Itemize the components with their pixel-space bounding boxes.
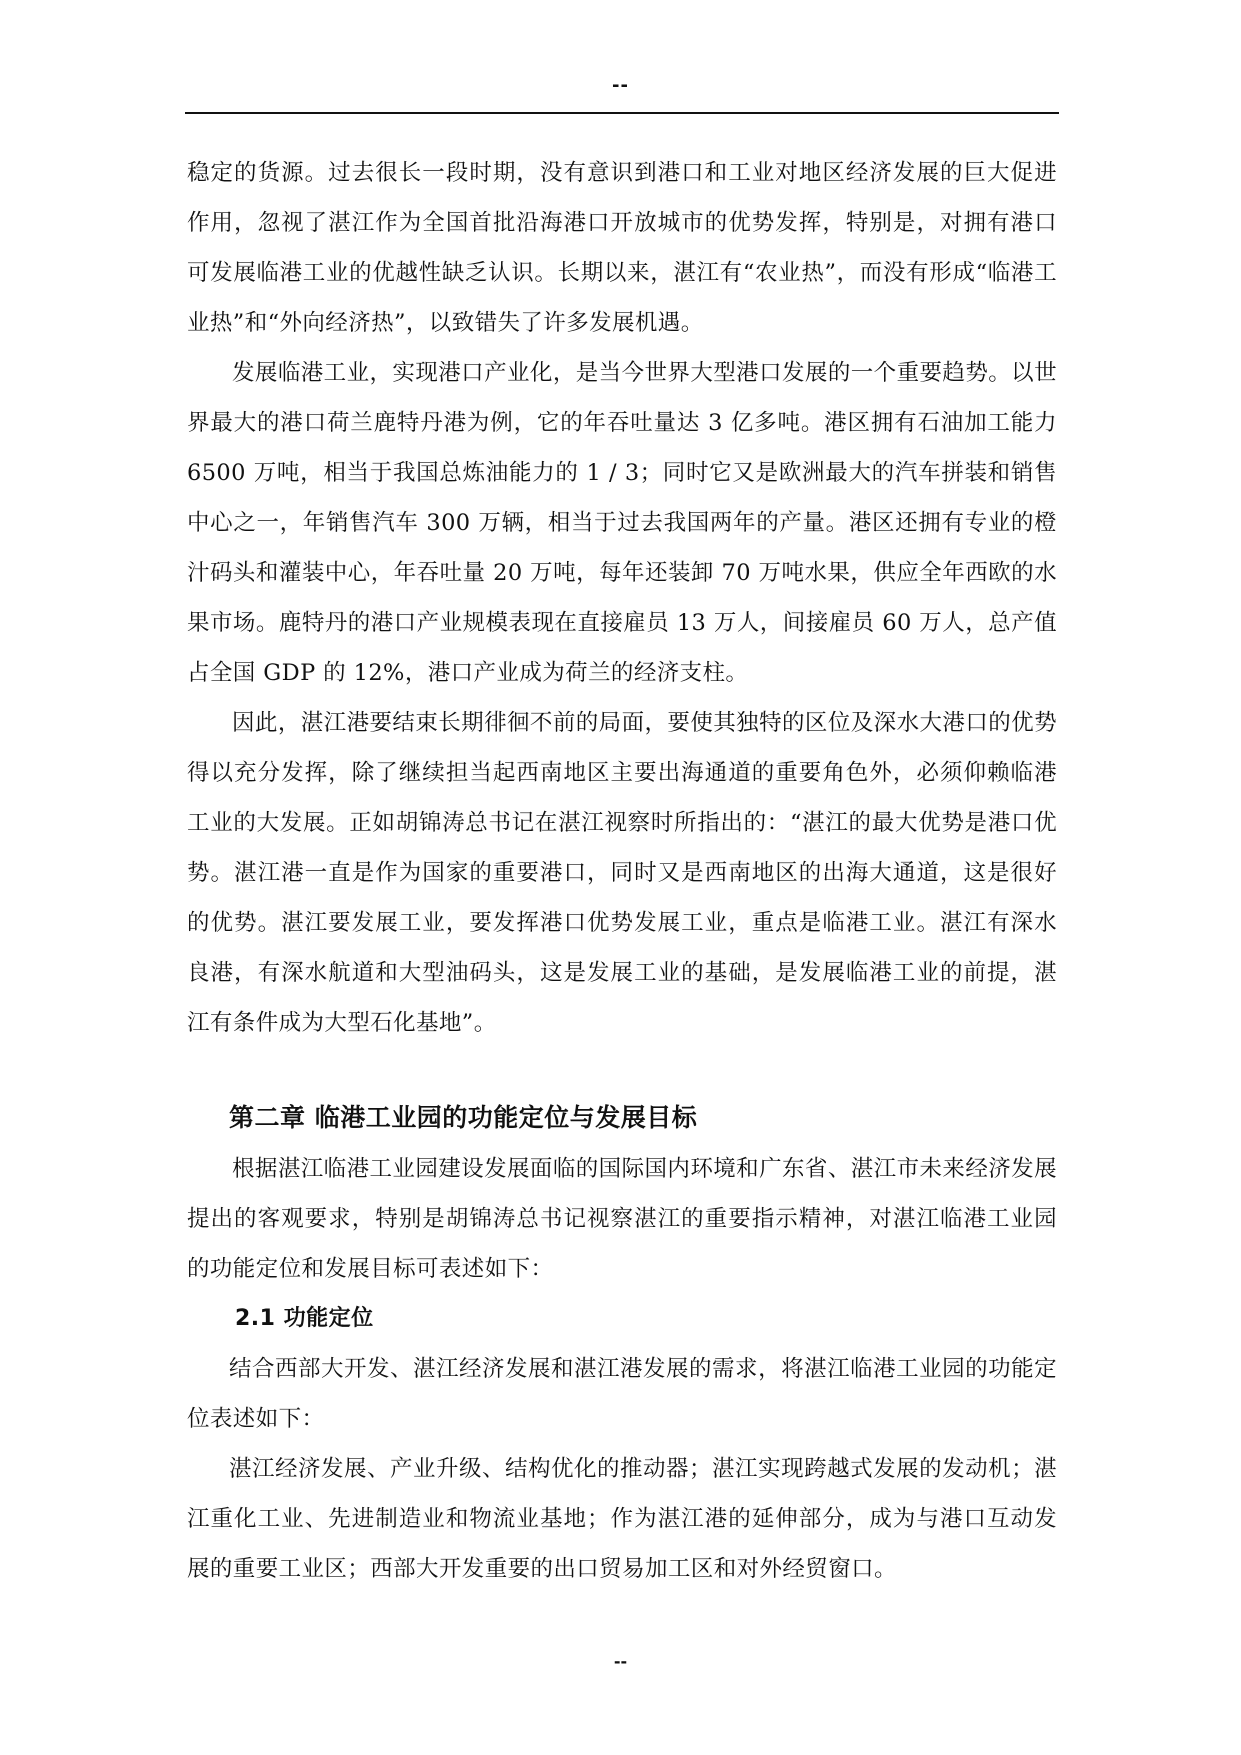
- body-paragraph-1: 稳定的货源。过去很长一段时期，没有意识到港口和工业对地区经济发展的巨大促进作用，忽视了湛江作为全国首批沿海港口开放城市的优势发挥，特别是，对拥有港口可发展临港工业的优越性缺乏认识。长期以来，湛江有“农业热”，而没有形成“临港工业热”和“外向经济热”，以致错失了许多发展机遇。: [187, 160, 1057, 336]
- document-body: [187, 148, 1057, 1594]
- page-header-mark: --: [612, 75, 629, 96]
- section-paragraph-1: 结合西部大开发、湛江经济发展和湛江港发展的需求，将湛江临港工业园的功能定位表述如下：: [187, 1356, 1057, 1432]
- body-paragraph-2: 发展临港工业，实现港口产业化，是当今世界大型港口发展的一个重要趋势。以世界最大的港口荷兰鹿特丹港为例，它的年吞吐量达 3 亿多吨。港区拥有石油加工能力 6500 万吨，相当于我国总炼油能力的 1 / 3；同时它又是欧洲最大的汽车拼装和销售中心之一，年销售汽车 300 万辆，相当于过去我国两年的产量。港区还拥有专业的橙汁码头和灌装中心，年吞吐量 20 万吨，每年还装卸 70 万吨水果，供应全年西欧的水果市场。鹿特丹的港口产业规模表现在直接雇员 13 万人，间接雇员 60 万人，总产值占全国 GDP 的 12%，港口产业成为荷兰的经济支柱。: [187, 360, 1057, 686]
- header-divider: [185, 112, 1059, 114]
- body-paragraph-3: 因此，湛江港要结束长期徘徊不前的局面，要使其独特的区位及深水大港口的优势得以充分发挥，除了继续担当起西南地区主要出海通道的重要角色外，必须仰赖临港工业的大发展。正如胡锦涛总书记在湛江视察时所指出的：“湛江的最大优势是港口优势。湛江港一直是作为国家的重要港口，同时又是西南地区的出海大通道，这是很好的优势。湛江要发展工业，要发挥港口优势发展工业，重点是临港工业。湛江有深水良港，有深水航道和大型油码头，这是发展工业的基础，是发展临港工业的前提，湛江有条件成为大型石化基地”。: [187, 710, 1057, 1036]
- section-heading: 2.1 功能定位: [235, 1306, 374, 1331]
- page-footer-mark: --: [613, 1652, 628, 1671]
- chapter-heading: 第二章 临港工业园的功能定位与发展目标: [229, 1103, 698, 1132]
- chapter-intro-paragraph: 根据湛江临港工业园建设发展面临的国际国内环境和广东省、湛江市未来经济发展提出的客观要求，特别是胡锦涛总书记视察湛江的重要指示精神，对湛江临港工业园的功能定位和发展目标可表述如下：: [187, 1156, 1057, 1282]
- section-paragraph-2: 湛江经济发展、产业升级、结构优化的推动器；湛江实现跨越式发展的发动机；湛江重化工业、先进制造业和物流业基地；作为湛江港的延伸部分，成为与港口互动发展的重要工业区；西部大开发重要的出口贸易加工区和对外经贸窗口。: [187, 1456, 1057, 1582]
